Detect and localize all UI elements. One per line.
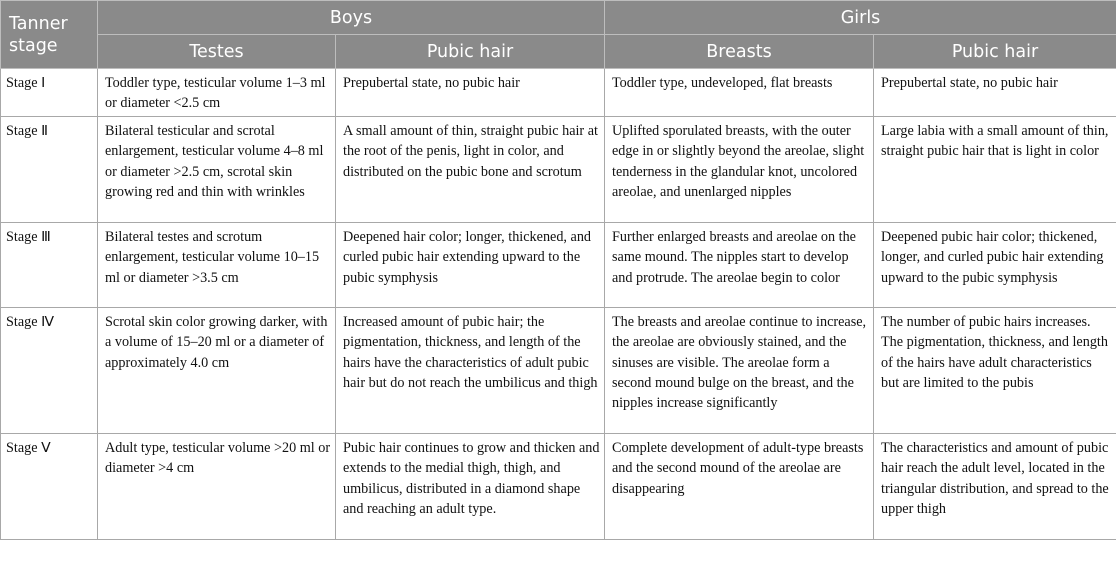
table-row xyxy=(1,116,1116,222)
testes-cell: Scrotal skin color growing darker, with a volume of 15–20 ml or a diameter of approximately 4.0 cm xyxy=(98,307,336,433)
testes-cell: Adult type, testicular volume >20 ml or diameter >4 cm xyxy=(98,433,336,539)
table-row xyxy=(1,222,1116,307)
girls-pubic-hair-cell: Deepened pubic hair color; thickened, longer, and curled pubic hair extending upward to the pubic symphysis xyxy=(874,222,1116,307)
table-row xyxy=(1,433,1116,539)
boys-pubic-hair-cell: Prepubertal state, no pubic hair xyxy=(336,69,605,117)
table-row xyxy=(1,307,1116,433)
stage-cell: Stage Ⅳ xyxy=(1,307,98,433)
boys-pubic-hair-cell: A small amount of thin, straight pubic hair at the root of the penis, light in color, and distributed on the pubic bone and scrotum xyxy=(336,116,605,222)
breasts-cell: The breasts and areolae continue to increase, the areolae are obviously stained, and the sinuses are visible. The areolae form a second mound bulge on the breast, and the nipples increase significantly xyxy=(605,307,874,433)
breasts-cell: Complete development of adult-type breasts and the second mound of the areolae are disappearing xyxy=(605,433,874,539)
boys-pubic-hair-cell: Pubic hair continues to grow and thicken and extends to the medial thigh, thigh, and umbilicus, distributed in a diamond shape and reaching an adult type. xyxy=(336,433,605,539)
testes-cell: Bilateral testes and scrotum enlargement, testicular volume 10–15 ml or diameter >3.5 cm xyxy=(98,222,336,307)
girls-pubic-hair-cell: Large labia with a small amount of thin, straight pubic hair that is light in color xyxy=(874,116,1116,222)
stage-cell: Stage Ⅲ xyxy=(1,222,98,307)
stage-cell: Stage Ⅴ xyxy=(1,433,98,539)
header-girls-pubic-hair: Pubic hair xyxy=(874,35,1116,69)
breasts-cell: Further enlarged breasts and areolae on the same mound. The nipples start to develop and protrude. The areolae begin to color xyxy=(605,222,874,307)
table-row xyxy=(1,69,1116,117)
boys-pubic-hair-cell: Deepened hair color; longer, thickened, and curled pubic hair extending upward to the pubic symphysis xyxy=(336,222,605,307)
header-boys: Boys xyxy=(98,1,605,35)
header-tanner-stage: Tanner stage xyxy=(1,1,98,69)
header-breasts: Breasts xyxy=(605,35,874,69)
header-testes: Testes xyxy=(98,35,336,69)
breasts-cell: Uplifted sporulated breasts, with the outer edge in or slightly beyond the areolae, slight tenderness in the glandular knot, uncolored areolae, and unenlarged nipples xyxy=(605,116,874,222)
testes-cell: Toddler type, testicular volume 1–3 ml or diameter <2.5 cm xyxy=(98,69,336,117)
breasts-cell: Toddler type, undeveloped, flat breasts xyxy=(605,69,874,117)
stage-cell: Stage Ⅰ xyxy=(1,69,98,117)
girls-pubic-hair-cell: The number of pubic hairs increases. The pigmentation, thickness, and length of the hairs have adult characteristics but are limited to the pubis xyxy=(874,307,1116,433)
header-girls: Girls xyxy=(605,1,1116,35)
girls-pubic-hair-cell: The characteristics and amount of pubic hair reach the adult level, located in the triangular distribution, and spread to the upper thigh xyxy=(874,433,1116,539)
header-boys-pubic-hair: Pubic hair xyxy=(336,35,605,69)
boys-pubic-hair-cell: Increased amount of pubic hair; the pigmentation, thickness, and length of the hairs have the characteristics of adult pubic hair but do not reach the umbilicus and thigh xyxy=(336,307,605,433)
stage-cell: Stage Ⅱ xyxy=(1,116,98,222)
testes-cell: Bilateral testicular and scrotal enlargement, testicular volume 4–8 ml or diameter >2.5 cm, scrotal skin growing red and thin with wrinkles xyxy=(98,116,336,222)
girls-pubic-hair-cell: Prepubertal state, no pubic hair xyxy=(874,69,1116,117)
